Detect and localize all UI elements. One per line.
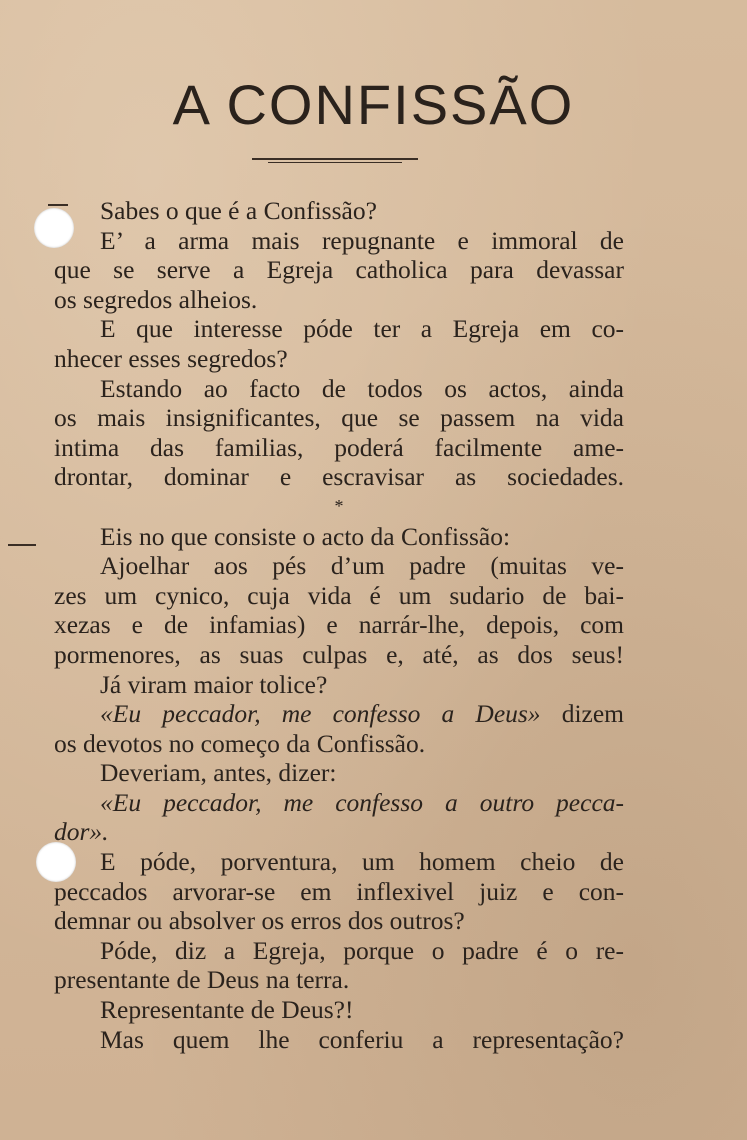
text-line: demnar ou absolver os erros dos outros? [54, 906, 465, 936]
body-text [54, 196, 624, 1054]
text-line: E que interesse póde ter a Egreja em co- [100, 314, 624, 344]
text-line [54, 788, 624, 818]
ink-mark [8, 544, 36, 546]
text-line [54, 699, 624, 729]
quoted-prayer: «Eu peccador, me confesso a outro pecca- [100, 787, 624, 817]
text-line: presentante de Deus na terra. [54, 965, 350, 995]
text-line: os mais insignificantes, que se passem na vida [54, 403, 624, 433]
text-line [54, 817, 624, 847]
text-line: Deveriam, antes, dizer: [100, 758, 337, 788]
text-line: Mas quem lhe conferiu a representação? [100, 1024, 624, 1054]
text-line: intima das familias, poderá facilmente ame- [54, 432, 624, 462]
text-line: pormenores, as suas culpas e, até, as dos seus! [54, 639, 624, 669]
separator-asterisk: * [334, 495, 344, 516]
text-line: E’ a arma mais repugnante e immoral de [100, 225, 624, 255]
text-line: que se serve a Egreja catholica para devassar [54, 255, 624, 285]
quoted-prayer: «Eu peccador, me confesso a Deus» [100, 699, 541, 729]
text-line: Eis no que consiste o acto da Confissão: [100, 521, 511, 551]
quoted-prayer: dor». [54, 817, 109, 847]
text-line: Ajoelhar aos pés d’um padre (muitas ve- [100, 551, 624, 581]
title-underline [252, 158, 418, 160]
text-line: zes um cynico, cuja vida é um sudario de bai- [54, 580, 624, 610]
text-line: os devotos no começo da Confissão. [54, 728, 426, 758]
text-line: Já viram maior tolice? [100, 669, 328, 699]
page-title: A CONFISSÃO [172, 73, 575, 136]
text-line: E póde, porventura, um homem cheio de [100, 847, 624, 877]
text-line: nhecer esses segredos? [54, 343, 288, 373]
text-line: Representante de Deus?! [100, 995, 354, 1025]
text-fragment: dizem [561, 699, 624, 729]
text-line: Sabes o que é a Confissão? [100, 196, 377, 225]
text-line: peccados arvorar-se em inflexivel juiz e con- [54, 876, 624, 906]
text-line: Póde, diz a Egreja, porque o padre é o re- [100, 935, 624, 965]
text-line: Estando ao facto de todos os actos, ainda [100, 373, 624, 403]
text-line: xezas e de infamias) e narrár-lhe, depois, com [54, 610, 624, 640]
text-line: os segredos alheios. [54, 284, 258, 314]
text-line: drontar, dominar e escravisar as sociedades. [54, 462, 624, 492]
title-underline-thin [268, 162, 402, 163]
